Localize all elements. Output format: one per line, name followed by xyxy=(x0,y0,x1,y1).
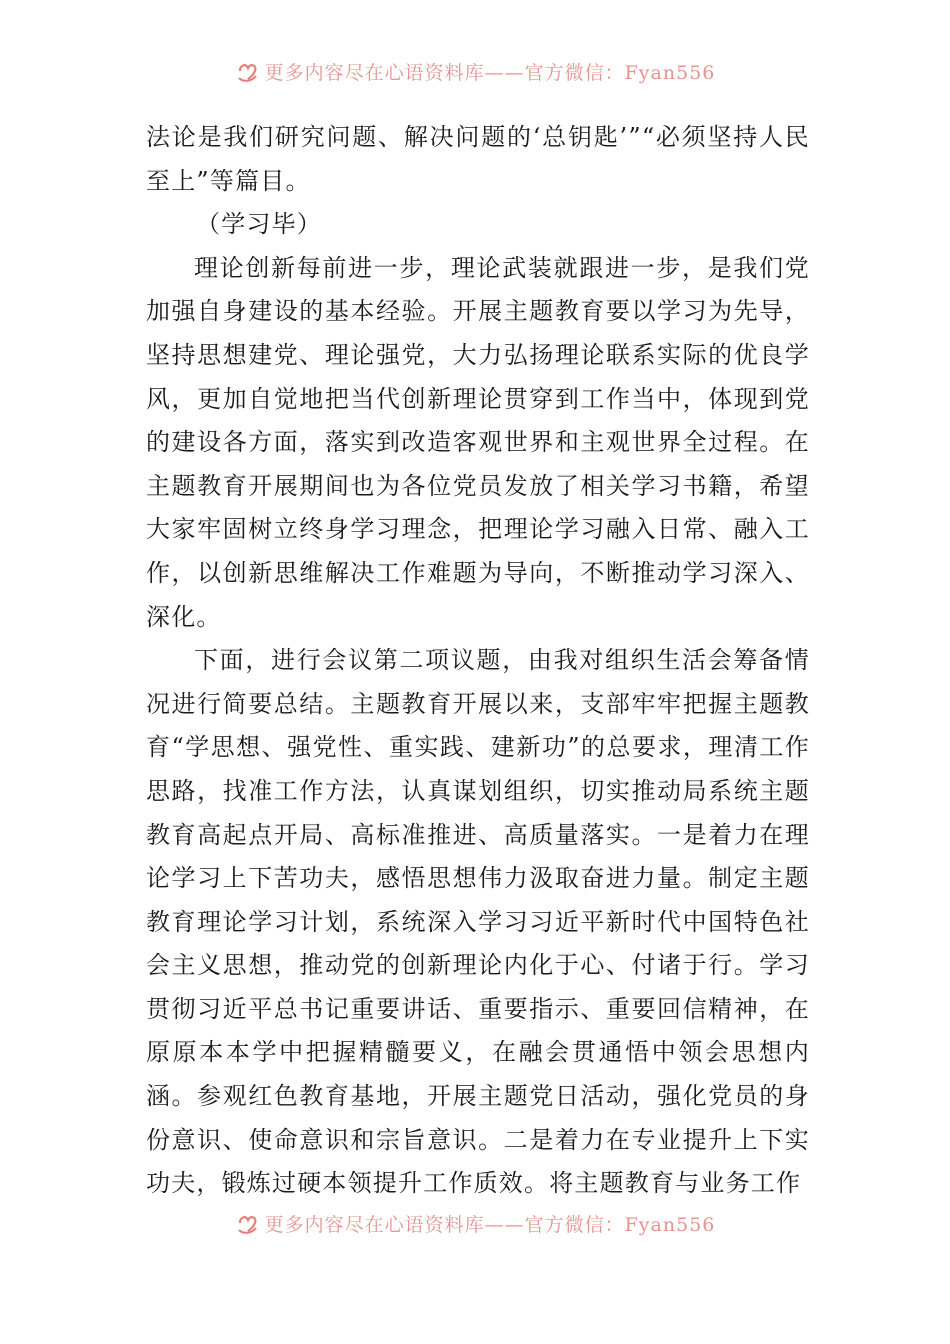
footer-watermark xyxy=(0,1208,950,1238)
header-watermark xyxy=(0,56,950,86)
heart-swirl-icon xyxy=(235,1210,261,1236)
header-watermark-text: 更多内容尽在心语资料库——官方微信：Fyan556 xyxy=(264,61,716,84)
footer-watermark-text: 更多内容尽在心语资料库——官方微信：Fyan556 xyxy=(264,1213,716,1236)
study-complete-note: （学习毕） xyxy=(196,210,322,239)
paragraph: 理论创新每前进一步，理论武装就跟进一步，是我们党加强自身建设的基本经验。开展主题教育要以学习为先导，坚持思想建党、理论强党，大力弘扬理论联系实际的优良学风，更加自觉地把当代创新理论贯穿到工作当中，体现到党的建设各方面，落实到改造客观世界和主观世界全过程。在主题教育开展期间也为各位党员发放了相关学习书籍，希望大家牢固树立终身学习理念，把理论学习融入日常、融入工作，以创新思维解决工作难题为导向，不断推动学习深入、深化。 xyxy=(146,253,810,631)
paragraph: 下面，进行会议第二项议题，由我对组织生活会筹备情况进行简要总结。主题教育开展以来，支部牢牢把握主题教育“学思想、强党性、重实践、建新功”的总要求，理清工作思路，找准工作方法，认真谋划组织，切实推动局系统主题教育高起点开局、高标准推进、高质量落实。一是着力在理论学习上下苦功夫，感悟思想伟力汲取奋进力量。制定主题教育理论学习计划，系统深入学习习近平新时代中国特色社会主义思想，推动党的创新理论内化于心、付诸于行。学习贯彻习近平总书记重要讲话、重要指示、重要回信精神，在原原本本学中把握精髓要义，在融会贯通悟中领会思想内涵。参观红色教育基地，开展主题党日活动，强化党员的身份意识、使命意识和宗旨意识。二是着力在专业提升上下实功夫，锻炼过硬本领提升工作质效。将主题教育与业务工作 xyxy=(146,646,810,1198)
paragraph: 法论是我们研究问题、解决问题的‘总钥匙’”“必须坚持人民至上”等篇目。 xyxy=(146,123,810,195)
heart-swirl-icon xyxy=(235,58,261,84)
document-body xyxy=(146,116,810,1206)
